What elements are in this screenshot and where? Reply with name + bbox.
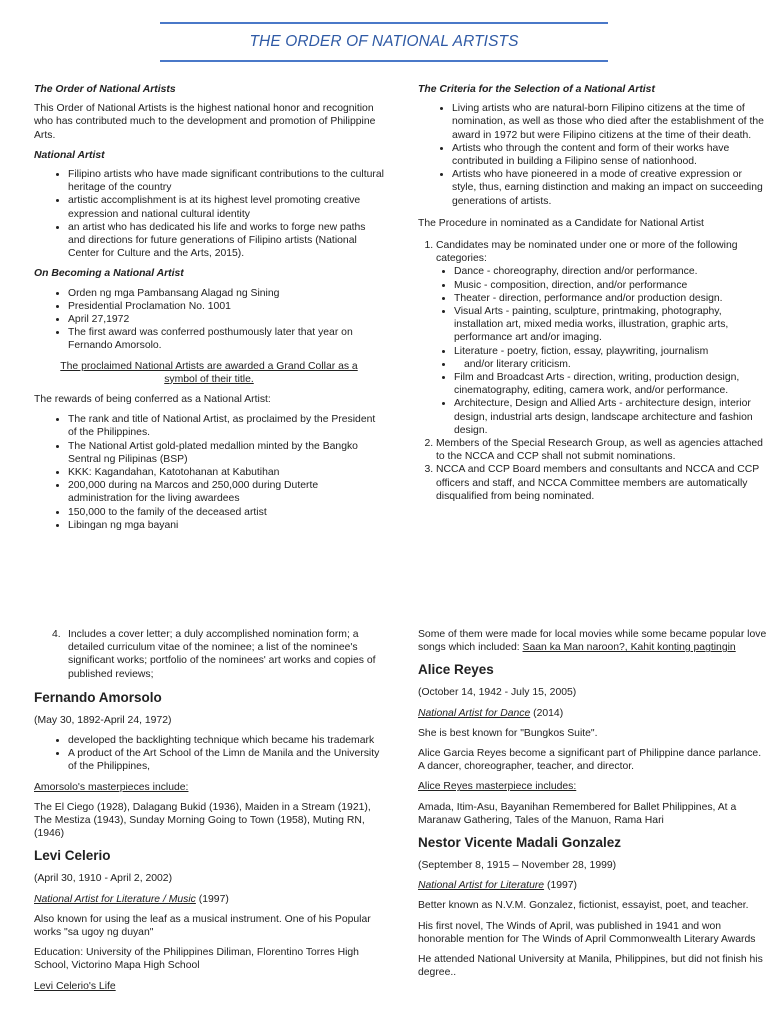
- movies-text: Some of them were made for local movies while some became popular love songs which included:: [418, 629, 767, 654]
- celerio-life-label: Levi Celerio's Life: [34, 980, 116, 992]
- masterpieces-label: Alice Reyes masterpiece includes:: [418, 781, 577, 793]
- list-item: • Living artists who are natural-born Filipino citizens at the time of nomination, as well as those who died after the establishment of the award in 1972 but were Filipino citizens at the time of their death.: [452, 102, 768, 142]
- award-title-link[interactable]: National Artist for Literature: [418, 880, 545, 892]
- list-item: • Literature - poetry, fiction, essay, playwriting, journalism: [454, 345, 768, 358]
- rewards-intro: The rewards of being conferred as a National Artist:: [34, 394, 271, 406]
- artist-name-gonzalez: Nestor Vicente Madali Gonzalez: [418, 835, 622, 851]
- procedure-item-1: [436, 239, 768, 437]
- list-item: • Artists who through the content and form of their works have contributed in building a Filipino sense of nationhood.: [452, 142, 768, 168]
- national-artist-list: [34, 168, 384, 260]
- list-item: • The rank and title of National Artist, as proclaimed by the President of the Philippines.: [68, 413, 384, 439]
- artist-dates: (April 30, 1910 - April 2, 2002): [34, 873, 173, 885]
- procedure-item-text: Includes a cover letter; a duly accomplished nomination form; a detailed curriculum vitae of the nominee; a list of the nominee's significant works; portfolio of the nominees' art works and copies of published reviews;: [68, 629, 376, 680]
- procedure-intro: The Procedure in nominated as a Candidate for National Artist: [418, 217, 704, 229]
- procedure-item-text: Candidates may be nominated under one or more of the following categories:: [436, 240, 738, 265]
- page-title: THE ORDER OF NATIONAL ARTISTS: [249, 33, 519, 50]
- list-item: • Architecture, Design and Allied Arts - architecture design, interior design, industrial arts design, landscape architecture and fashion design.: [454, 397, 768, 437]
- section-heading-becoming: On Becoming a National Artist: [34, 268, 184, 280]
- list-item: • KKK: Kagandahan, Katotohanan at Kabutihan: [68, 466, 384, 479]
- gonzalez-known: Better known as N.V.M. Gonzalez, fictionist, essayist, poet, and teacher.: [418, 900, 749, 912]
- list-item: • Film and Broadcast Arts - direction, writing, production design, cinematography, editing, camera work, and/or performance.: [454, 371, 768, 397]
- artist-dates: (October 14, 1942 - July 15, 2005): [418, 687, 577, 699]
- list-item: • Theater - direction, performance and/or production design.: [454, 292, 768, 305]
- left-top-column: [34, 83, 384, 539]
- masterpieces-text: Amada, Itim-Asu, Bayanihan Remembered for Ballet Philippines, At a Maranaw Gathering, Tales of the Manuon, Rama Hari: [418, 801, 737, 826]
- list-item: • Artists who have pioneered in a mode of creative expression or style, thus, earning distinction and making an impact on succeeding generations of artists.: [452, 168, 768, 208]
- list-item: • an artist who has dedicated his life and works to forge new paths and directions for future generations of Filipino artists (National Center for Culture and the Arts, 2015).: [68, 221, 384, 261]
- list-item: • Presidential Proclamation No. 1001: [68, 300, 384, 313]
- reyes-bio: Alice Garcia Reyes become a significant part of Philippine dance parlance. A dancer, choreographer, teacher, and director.: [418, 748, 762, 773]
- award-line: [418, 879, 768, 892]
- list-item: • Dance - choreography, direction and/or performance.: [454, 265, 768, 278]
- masterpieces-label: Amorsolo's masterpieces include:: [34, 781, 189, 793]
- list-item: • 200,000 during na Marcos and 250,000 during Duterte administration for the living awardees: [68, 479, 384, 505]
- becoming-list: [34, 287, 384, 353]
- award-line: [418, 707, 768, 720]
- masterpieces-text: The El Ciego (1928), Dalagang Bukid (1936), Maiden in a Stream (1921), The Mestiza (1943), Sunday Morning Going to Town (1958), Muting RN, (1946): [34, 801, 371, 840]
- left-bottom-column: [34, 628, 384, 1000]
- award-year: (1997): [544, 880, 578, 892]
- award-title-link[interactable]: National Artist for Literature / Music: [34, 893, 196, 905]
- list-item: • artistic accomplishment is at its highest level promoting creative expression and national cultural identity: [68, 194, 384, 220]
- artist-name-reyes: Alice Reyes: [418, 662, 494, 678]
- movies-paragraph: [418, 628, 768, 654]
- list-item: • April 27,1972: [68, 313, 384, 326]
- award-year: (2014): [530, 707, 564, 719]
- list-item: • The National Artist gold-plated medallion minted by the Bangko Sentral ng Pilipinas (BSP): [68, 440, 384, 466]
- section-heading-order: The Order of National Artists: [34, 84, 176, 95]
- list-item: • Visual Arts - painting, sculpture, printmaking, photography, installation art, mixed media works, illustration, graphic arts, performance art and/or imaging.: [454, 305, 768, 345]
- award-year: (1997): [195, 893, 229, 905]
- criteria-list: [418, 102, 768, 208]
- artist-name-celerio: Levi Celerio: [34, 848, 111, 864]
- celerio-known: Also known for using the leaf as a musical instrument. One of his Popular works "sa ugoy ng duyan": [34, 913, 371, 939]
- award-line: [34, 893, 384, 906]
- categories-list: [436, 265, 768, 437]
- procedure-list: [418, 239, 768, 503]
- list-item: • Libingan ng mga bayani: [68, 519, 384, 532]
- movies-songs: Saan ka Man naroon?, Kahit konting pagtingin: [522, 642, 736, 654]
- title-bar: [160, 22, 608, 62]
- artist-dates: (September 8, 1915 – November 28, 1999): [418, 860, 617, 872]
- list-item: • and/or literary criticism.: [454, 358, 768, 371]
- section-heading-national-artist: National Artist: [34, 149, 105, 161]
- artist-dates: (May 30, 1892-April 24, 1972): [34, 714, 172, 726]
- list-item: • Orden ng mga Pambansang Alagad ng Sining: [68, 287, 384, 300]
- amorsolo-list: [34, 734, 384, 774]
- list-item: • Music - composition, direction, and/or performance: [454, 279, 768, 292]
- list-item: • A product of the Art School of the Limn de Manila and the University of the Philippines,: [68, 747, 384, 773]
- right-top-column: [418, 83, 768, 503]
- rewards-list: [34, 413, 384, 532]
- item-number: 4.: [52, 629, 61, 640]
- reyes-known: She is best known for "Bungkos Suite".: [418, 727, 598, 739]
- artist-name-amorsolo: Fernando Amorsolo: [34, 689, 162, 705]
- procedure-item-3: 3. NCCA and CCP Board members and consultants and NCCA and CCP officers and staff, and NCCA Committee members are automatically disqualified from being nominated.: [436, 463, 768, 503]
- procedure-item-4: [34, 628, 384, 681]
- intro-paragraph: This Order of National Artists is the highest national honor and recognition who has contributed much to the development and promotion of Philippine Arts.: [34, 103, 376, 141]
- list-item: • developed the backlighting technique which became his trademark: [68, 734, 384, 747]
- right-bottom-column: [418, 628, 768, 986]
- celerio-education: Education: University of the Philippines Diliman, Florentino Torres High School, Victorino Mapa High School: [34, 947, 359, 972]
- list-item: • 150,000 to the family of the deceased artist: [68, 506, 384, 519]
- gonzalez-novel: His first novel, The Winds of April, was published in 1941 and won honorable mention for The Winds of April Commonwealth Literary Awards: [418, 920, 756, 945]
- gonzalez-school: He attended National University at Manila, Philippines, but did not finish his degree..: [418, 954, 763, 979]
- list-item: • The first award was conferred posthumously later that year on Fernando Amorsolo.: [68, 326, 384, 352]
- section-heading-criteria: The Criteria for the Selection of a National Artist: [418, 84, 655, 95]
- grand-collar-note: The proclaimed National Artists are awarded a Grand Collar as a symbol of their title.: [60, 360, 358, 385]
- procedure-item-2: 2. Members of the Special Research Group, as well as agencies attached to the NCCA and CCP shall not submit nominations.: [436, 437, 768, 463]
- award-title-link[interactable]: National Artist for Dance: [418, 707, 531, 719]
- list-item: • Filipino artists who have made significant contributions to the cultural heritage of the country: [68, 168, 384, 194]
